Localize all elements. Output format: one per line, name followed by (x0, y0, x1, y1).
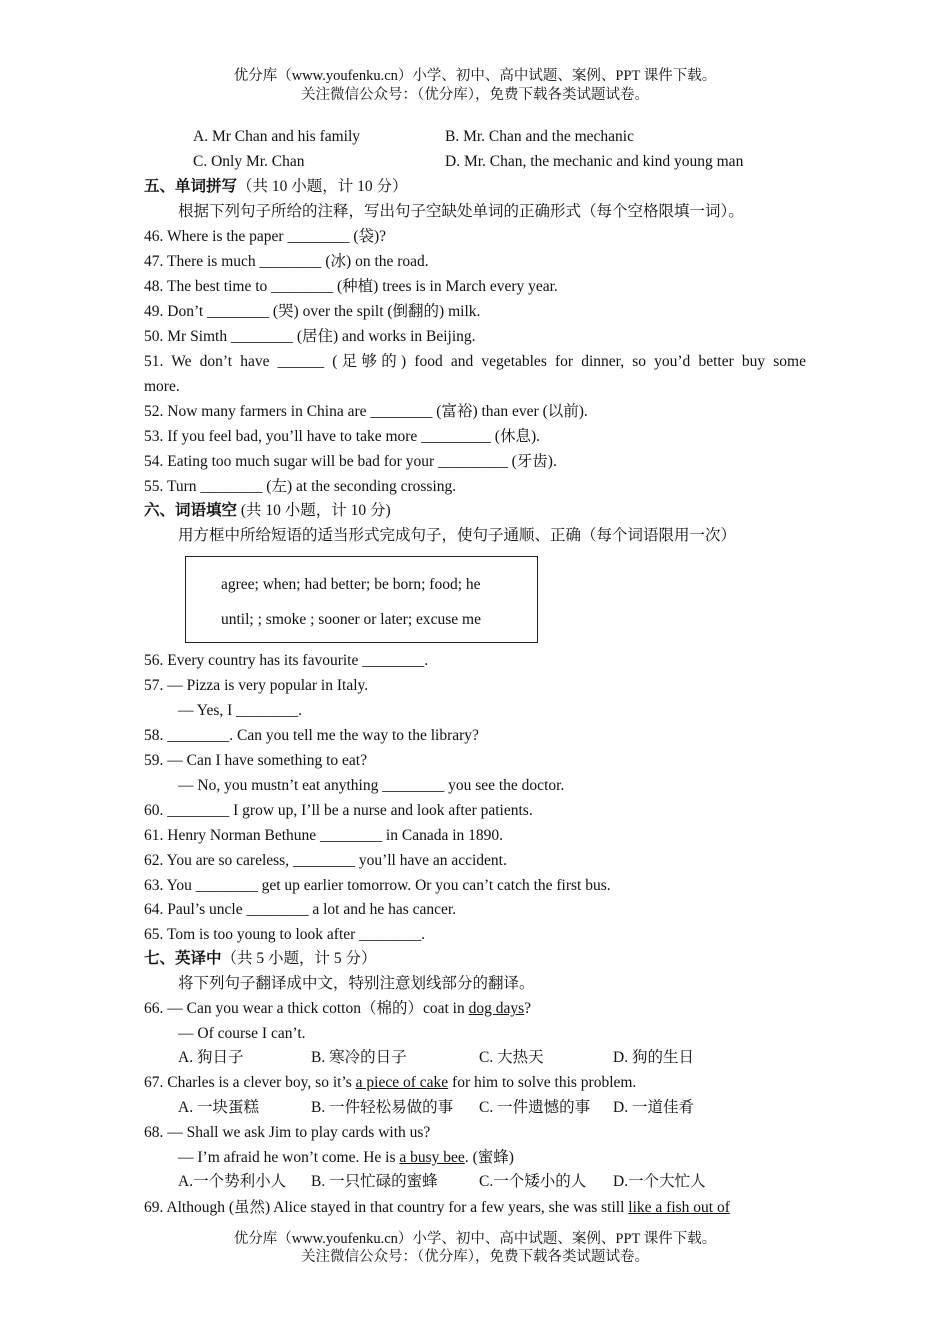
q67-option-c: C. 一件遗憾的事 (479, 1099, 591, 1116)
q66-option-d: D. 狗的生日 (613, 1049, 694, 1066)
section7-title: 七、英译中 (144, 950, 222, 967)
question-48: 48. The best time to ________ (种植) trees is in March every year. (144, 278, 558, 295)
q66-underlined: dog days (468, 1000, 525, 1017)
question-54: 54. Eating too much sugar will be bad for your _________ (牙齿). (144, 453, 557, 470)
page-footer-line2: 关注微信公众号：（优分库），免费下载各类试题试卷。 (301, 1249, 649, 1265)
page-header-line1: 优分库（www.youfenku.cn）小学、初中、高中试题、案例、PPT 课件下载。 (233, 68, 717, 84)
q68-option-c: C.一个矮小的人 (479, 1173, 587, 1190)
section5-heading (144, 177, 408, 197)
question-50: 50. Mr Simth ________ (居住) and works in Beijing. (144, 328, 476, 345)
section6-heading (144, 501, 391, 521)
word-box-line1: agree; when; had better; be born; food; he (221, 576, 481, 593)
word-box (185, 556, 538, 643)
question-69 (144, 1198, 806, 1218)
question-59-line1: 59. — Can I have something to eat? (144, 752, 367, 769)
question-57-line2: — Yes, I ________. (178, 702, 303, 719)
question-64: 64. Paul’s uncle ________ a lot and he has cancer. (144, 901, 457, 918)
question-56: 56. Every country has its favourite ________. (144, 652, 429, 669)
page-header-line2: 关注微信公众号：（优分库），免费下载各类试题试卷。 (301, 87, 649, 103)
section7-heading (144, 949, 377, 969)
question-57-line1: 57. — Pizza is very popular in Italy. (144, 677, 369, 694)
question-63: 63. You ________ get up earlier tomorrow. Or you can’t catch the first bus. (144, 877, 611, 894)
q66-text: 66. — Can you wear a thick cotton（棉的）coat in (144, 1000, 469, 1017)
q45-option-d: D. Mr. Chan, the mechanic and kind young man (445, 153, 744, 170)
q66-option-c: C. 大热天 (479, 1049, 544, 1066)
question-68-line1: 68. — Shall we ask Jim to play cards with us? (144, 1124, 431, 1141)
q67-text: 67. Charles is a clever boy, so it’s (144, 1074, 356, 1091)
section7-meta: （共 5 小题，计 5 分） (221, 950, 377, 967)
question-51-line2: more. (144, 378, 180, 395)
question-49: 49. Don’t ________ (哭) over the spilt (倒翻的) milk. (144, 303, 481, 320)
section6-instruction: 用方框中所给短语的适当形式完成句子，使句子通顺、正确（每个词语限用一次） (178, 527, 737, 544)
q69-underlined: like a fish out of (628, 1199, 730, 1216)
question-52: 52. Now many farmers in China are ________ (富裕) than ever (以前). (144, 403, 588, 420)
question-55: 55. Turn ________ (左) at the seconding crossing. (144, 478, 457, 495)
question-65: 65. Tom is too young to look after ________. (144, 926, 426, 943)
page-footer-line1: 优分库（www.youfenku.cn）小学、初中、高中试题、案例、PPT 课件下载。 (233, 1231, 717, 1247)
q45-option-c: C. Only Mr. Chan (193, 153, 305, 170)
q68-option-d: D.一个大忙人 (613, 1173, 706, 1190)
question-67 (144, 1073, 636, 1093)
question-58: 58. ________. Can you tell me the way to the library? (144, 727, 479, 744)
section5-title: 五、单词拼写 (144, 178, 238, 195)
question-61: 61. Henry Norman Bethune ________ in Canada in 1890. (144, 827, 504, 844)
q67-option-d: D. 一道佳肴 (613, 1099, 694, 1116)
q68-text: — I’m afraid he won’t come. He is (178, 1149, 400, 1166)
word-box-line2: until; ; smoke ; sooner or later; excuse me (221, 611, 481, 628)
q67-option-b: B. 一件轻松易做的事 (311, 1099, 454, 1116)
q68-end: . (蜜蜂) (464, 1149, 514, 1166)
question-51-line1: 51. We don’t have ______ (足够的) food and vegetables for dinner, so you’d better buy some (144, 353, 806, 370)
question-47: 47. There is much ________ (冰) on the road. (144, 253, 429, 270)
section6-meta: (共 10 小题，计 10 分) (237, 502, 391, 519)
question-59-line2: — No, you mustn’t eat anything ________ you see the doctor. (178, 777, 565, 794)
question-46: 46. Where is the paper ________ (袋)? (144, 228, 387, 245)
q68-option-a: A.一个势利小人 (178, 1173, 287, 1190)
q68-underlined: a busy bee (399, 1149, 465, 1166)
question-68-line2 (178, 1148, 514, 1168)
q66-end: ? (524, 1000, 532, 1017)
q45-option-a: A. Mr Chan and his family (193, 128, 361, 145)
q67-underlined: a piece of cake (355, 1074, 449, 1091)
section6-title: 六、词语填空 (144, 502, 238, 519)
section5-instruction: 根据下列句子所给的注释，写出句子空缺处单词的正确形式（每个空格限填一词）。 (178, 203, 744, 220)
q66-option-b: B. 寒冷的日子 (311, 1049, 407, 1066)
q69-text: 69. Although (虽然) Alice stayed in that country for a few years, she was still (144, 1199, 629, 1216)
section7-instruction: 将下列句子翻译成中文，特别注意划线部分的翻译。 (178, 975, 535, 992)
q45-option-b: B. Mr. Chan and the mechanic (445, 128, 634, 145)
question-66-line2: — Of course I can’t. (178, 1025, 306, 1042)
q67-option-a: A. 一块蛋糕 (178, 1099, 259, 1116)
q67-end: for him to solve this problem. (448, 1074, 637, 1091)
question-53: 53. If you feel bad, you’ll have to take more _________ (休息). (144, 428, 541, 445)
q68-option-b: B. 一只忙碌的蜜蜂 (311, 1173, 438, 1190)
question-62: 62. You are so careless, ________ you’ll have an accident. (144, 852, 507, 869)
question-60: 60. ________ I grow up, I’ll be a nurse and look after patients. (144, 802, 533, 819)
section5-meta: （共 10 小题，计 10 分） (237, 178, 408, 195)
q66-option-a: A. 狗日子 (178, 1049, 244, 1066)
question-66-line1 (144, 999, 531, 1019)
